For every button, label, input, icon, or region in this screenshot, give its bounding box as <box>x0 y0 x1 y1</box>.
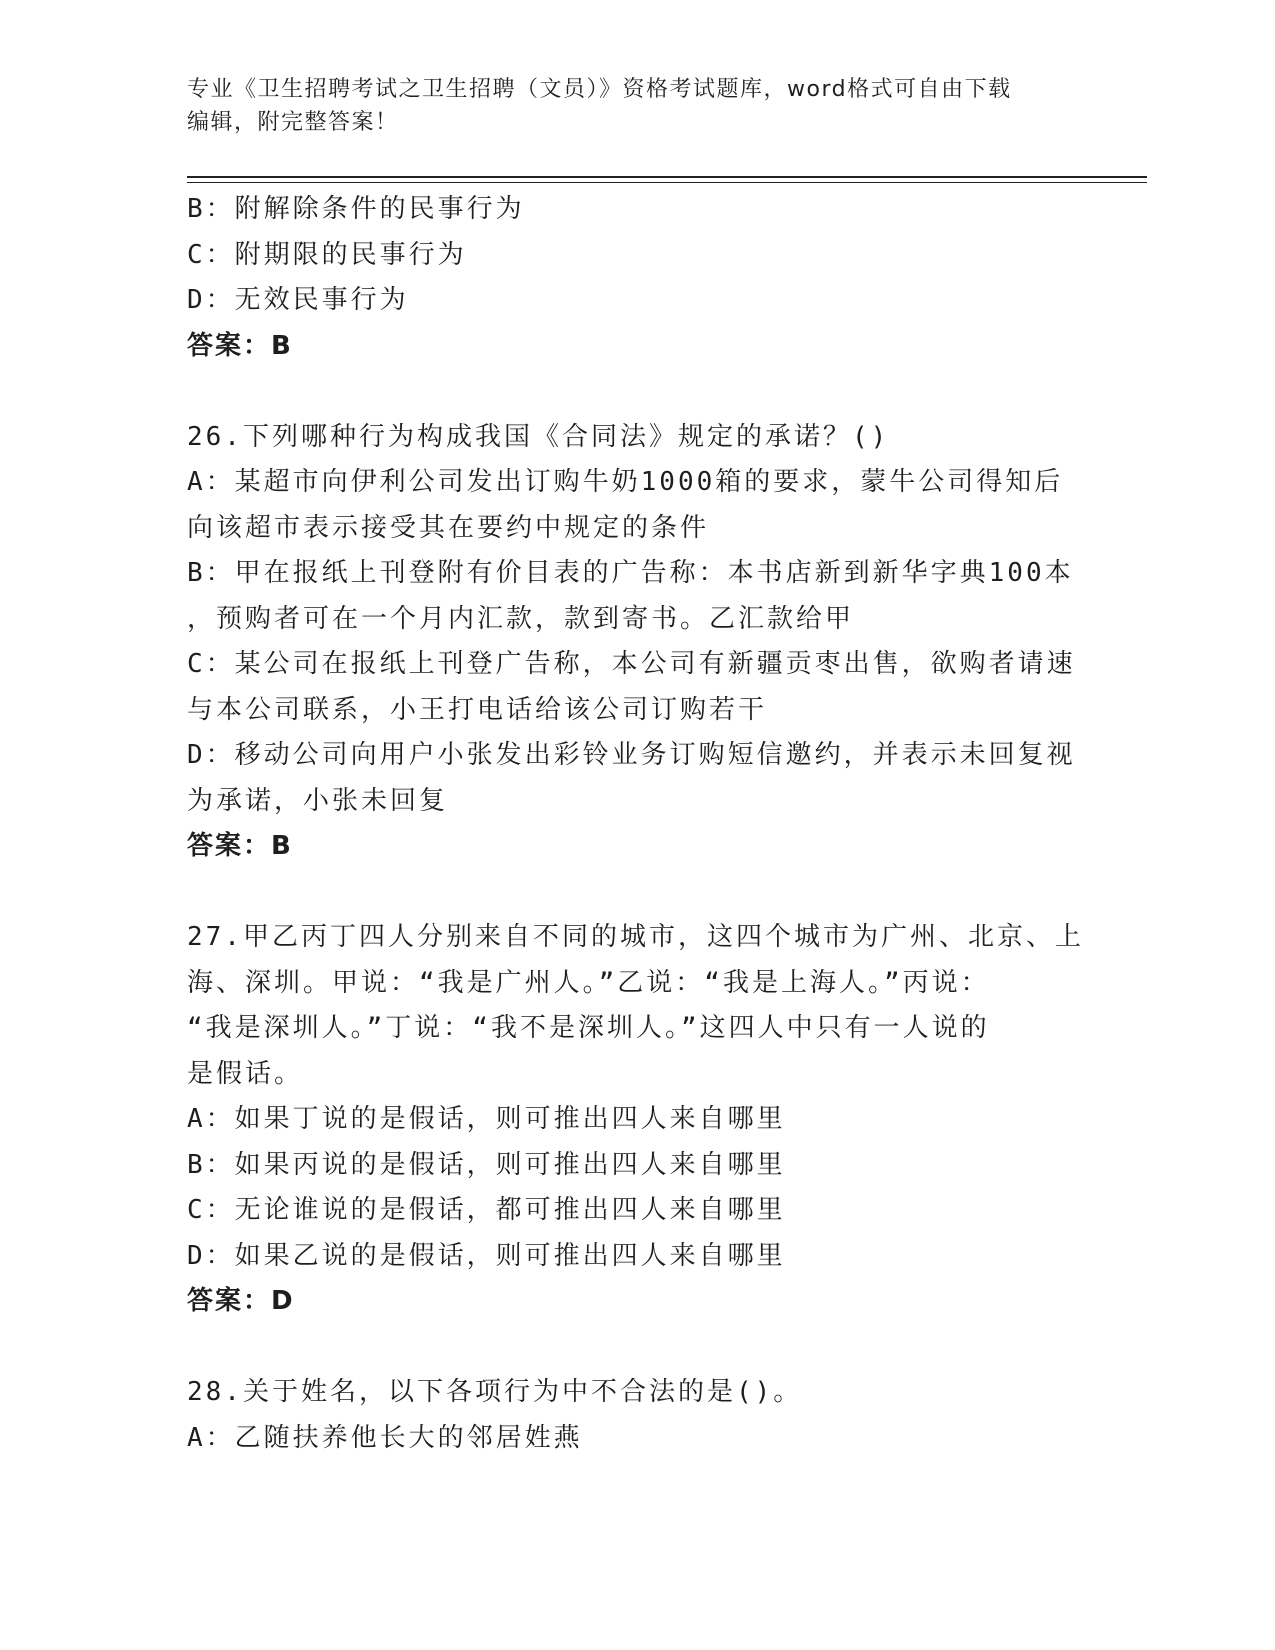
question-content <box>187 187 1087 1461</box>
q26-stem: 26.下列哪种行为构成我国《合同法》规定的承诺？() <box>187 421 890 452</box>
q26-option-a-line-1: A：某超市向伊利公司发出订购牛奶1000箱的要求，蒙牛公司得知后 <box>187 467 1064 497</box>
q26-answer: 答案：B <box>187 831 293 861</box>
q28-option-a: A：乙随扶养他长大的邻居姓燕 <box>187 1422 583 1453</box>
document-header <box>187 73 1107 139</box>
q25-option-d: D：无效民事行为 <box>187 285 409 315</box>
header-divider-thick <box>187 176 1147 178</box>
spacer <box>187 369 1087 415</box>
q26-option-d-line-2: 为承诺，小张未回复 <box>187 785 449 816</box>
q27-option-c: C：无论谁说的是假话，都可推出四人来自哪里 <box>187 1195 786 1225</box>
q26-option-c-line-2: 与本公司联系，小王打电话给该公司订购若干 <box>187 694 768 725</box>
q27-stem-line-2: 海、深圳。甲说：“我是广州人。”乙说：“我是上海人。”丙说： <box>187 967 990 998</box>
header-divider-thin <box>187 182 1147 183</box>
q26-option-b-line-2: ，预购者可在一个月内汇款，款到寄书。乙汇款给甲 <box>187 603 855 634</box>
q27-stem-line-3: “我是深圳人。”丁说：“我不是深圳人。”这四人中只有一人说的 <box>187 1013 990 1043</box>
q27-stem-line-1: 27.甲乙丙丁四人分别来自不同的城市，这四个城市为广州、北京、上 <box>187 922 1084 952</box>
q26-option-a-line-2: 向该超市表示接受其在要约中规定的条件 <box>187 512 710 543</box>
header-line-1: 专业《卫生招聘考试之卫生招聘（文员）》资格考试题库，word格式可自由下载 <box>187 77 1012 102</box>
q26-option-b-line-1: B：甲在报纸上刊登附有价目表的广告称：本书店新到新华字典100本 <box>187 558 1074 588</box>
spacer <box>187 1325 1087 1371</box>
q26-option-d-line-1: D：移动公司向用户小张发出彩铃业务订购短信邀约，并表示未回复视 <box>187 740 1076 770</box>
q27-option-b: B：如果丙说的是假话，则可推出四人来自哪里 <box>187 1149 786 1180</box>
q28-stem: 28.关于姓名，以下各项行为中不合法的是()。 <box>187 1377 803 1407</box>
q25-option-c: C：附期限的民事行为 <box>187 239 467 270</box>
q26-option-c-line-1: C：某公司在报纸上刊登广告称，本公司有新疆贡枣出售，欲购者请速 <box>187 649 1076 679</box>
q25-option-b: B：附解除条件的民事行为 <box>187 194 525 224</box>
q27-option-a: A：如果丁说的是假话，则可推出四人来自哪里 <box>187 1104 786 1134</box>
q27-stem-line-4: 是假话。 <box>187 1058 304 1089</box>
q27-answer: 答案：D <box>187 1286 295 1316</box>
header-line-2: 编辑，附完整答案！ <box>187 110 399 135</box>
q27-option-d: D：如果乙说的是假话，则可推出四人来自哪里 <box>187 1240 786 1271</box>
q25-answer: 答案：B <box>187 330 293 361</box>
spacer <box>187 870 1087 916</box>
